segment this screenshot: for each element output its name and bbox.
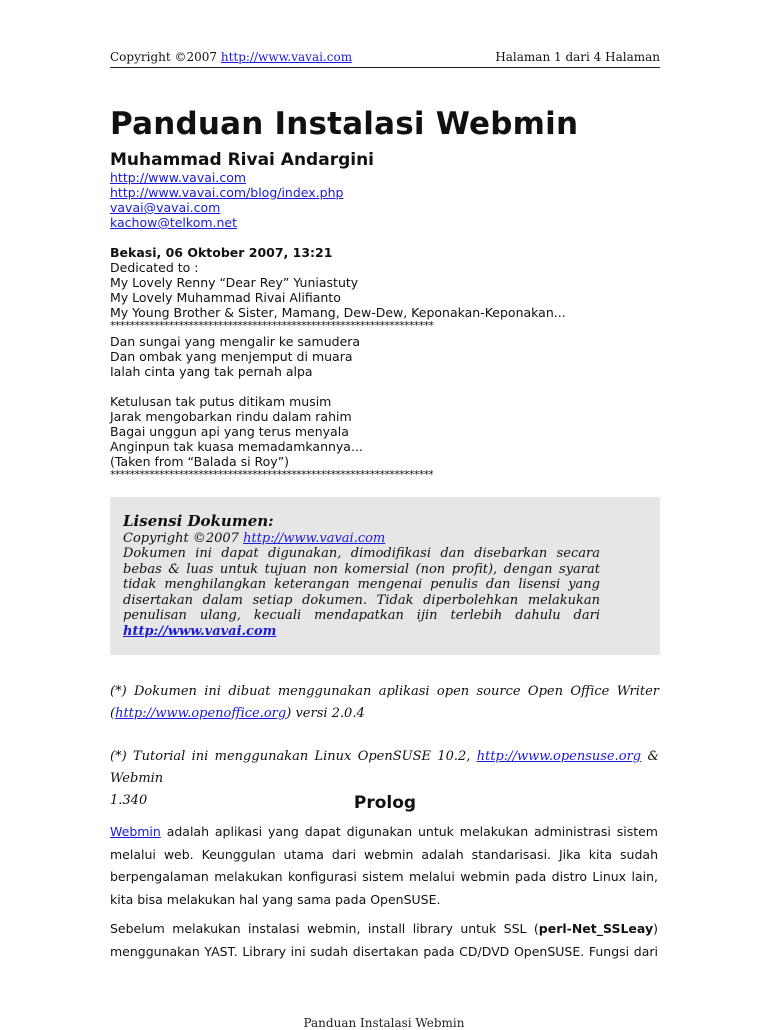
poem-spacer xyxy=(110,379,433,394)
note2-before: (*) Tutorial ini menggunakan Linux OpenSUSE 10.2, xyxy=(110,749,471,764)
license-copyright-text: Copyright ©2007 xyxy=(123,530,239,546)
dedication-line: My Young Brother & Sister, Mamang, Dew-Dew, Keponakan-Keponakan... xyxy=(110,305,566,320)
poem-line: Ialah cinta yang tak pernah alpa xyxy=(110,364,313,379)
license-line: bebas & luas untuk tujuan non komersial (non profit), dengan syarat xyxy=(123,561,600,577)
license-heading: Lisensi Dokumen: xyxy=(123,512,274,530)
poem xyxy=(110,334,433,484)
note1-line1: (*) Dokumen ini dibuat menggunakan aplikasi open source Open Office Writer xyxy=(110,684,659,699)
note2-after: & Webmin xyxy=(110,749,660,786)
separator-stars: ****************************************************************** xyxy=(110,469,434,481)
prolog-heading: Prolog xyxy=(353,793,417,813)
license-line: disertakan dalam setiap dokumen. Tidak diperbolehkan melakukan xyxy=(123,592,600,608)
prolog-p1-line: kita bisa melakukan hal yang sama pada OpenSUSE. xyxy=(110,891,441,907)
document-title: Panduan Instalasi Webmin xyxy=(110,106,579,142)
license-line: tidak menghilangkan keterangan mengenai penulis dan lisensi yang xyxy=(123,577,600,592)
link-email-kachow[interactable]: kachow@telkom.net xyxy=(110,215,238,230)
license-box xyxy=(110,497,660,655)
prolog-p1-line xyxy=(110,821,658,844)
note2-line1 xyxy=(110,746,659,790)
prolog-paragraph-1 xyxy=(110,821,658,911)
note2-version: 1.340 xyxy=(110,793,148,808)
dedication-block xyxy=(110,245,566,335)
link-openoffice[interactable]: http://www.openoffice.org xyxy=(115,706,287,721)
prolog-p2-line: menggunakan YAST. Library ini sudah disertakan pada CD/DVD OpenSUSE. Fungsi dari xyxy=(110,943,658,959)
author-name: Muhammad Rivai Andargini xyxy=(110,150,375,170)
header-page-info: Halaman 1 dari 4 Halaman xyxy=(495,50,660,64)
link-email-vavai[interactable]: vavai@vavai.com xyxy=(110,200,221,215)
note-openoffice: (*) Dokumen ini dibuat menggunakan aplikasi open source Open Office Writer (http://www.openoffice.org) versi 2.0.4 xyxy=(110,681,659,725)
license-line: Dokumen ini dapat digunakan, dimodifikasi dan disebarkan secara xyxy=(123,546,600,561)
header-copyright xyxy=(110,50,352,64)
header-copyright-text: Copyright ©2007 xyxy=(110,50,218,64)
license-line: penulisan ulang, kecuali mendapatkan ijin terlebih dahulu dari xyxy=(123,608,600,623)
poem-line: Ketulusan tak putus ditikam musim xyxy=(110,394,332,409)
link-vavai-home[interactable]: http://www.vavai.com xyxy=(110,170,247,185)
license-copyright xyxy=(123,531,600,547)
poem-line: (Taken from “Balada si Roy”) xyxy=(110,454,290,469)
poem-line: Bagai unggun api yang terus menyala xyxy=(110,424,349,439)
prolog-p1-text: adalah aplikasi yang dapat digunakan untuk melakukan administrasi sistem xyxy=(166,824,658,839)
poem-line: Jarak mengobarkan rindu dalam rahim xyxy=(110,409,352,424)
prolog-p1-line: berpengalaman melakukan konfigurasi sistem melalui webmin pada distro Linux lain, xyxy=(110,869,658,884)
header-site-link[interactable]: http://www.vavai.com xyxy=(220,50,353,64)
link-opensuse[interactable]: http://www.opensuse.org xyxy=(476,749,642,764)
page-header xyxy=(110,49,660,68)
license-copyright-link[interactable]: http://www.vavai.com xyxy=(243,530,386,546)
dedication-intro: Dedicated to : xyxy=(110,260,199,275)
prolog-p2-library: perl-Net_SSLeay xyxy=(538,921,654,936)
prolog-paragraph-2 xyxy=(110,918,658,963)
dedication-line: My Lovely Muhammad Rivai Alifianto xyxy=(110,290,341,305)
place-date: Bekasi, 06 Oktober 2007, 13:21 xyxy=(110,245,333,260)
prolog-p2-before: Sebelum melakukan instalasi webmin, install library untuk SSL ( xyxy=(110,921,539,936)
link-vavai-blog[interactable]: http://www.vavai.com/blog/index.php xyxy=(110,185,344,200)
poem-line: Dan ombak yang menjemput di muara xyxy=(110,349,353,364)
prolog-p2-after: ) xyxy=(653,921,658,936)
link-webmin[interactable]: Webmin xyxy=(110,824,161,839)
dedication-line: My Lovely Renny “Dear Rey” Yuniastuty xyxy=(110,275,359,290)
note1-version: versi 2.0.4 xyxy=(295,706,365,721)
separator-stars: ****************************************************************** xyxy=(110,320,434,332)
contact-links xyxy=(110,170,343,230)
prolog-p2-line xyxy=(110,918,658,941)
license-final-link[interactable]: http://www.vavai.com xyxy=(123,623,277,639)
poem-line: Anginpun tak kuasa memadamkannya... xyxy=(110,439,363,454)
page-footer: Panduan Instalasi Webmin xyxy=(303,1016,465,1030)
poem-line: Dan sungai yang mengalir ke samudera xyxy=(110,334,361,349)
prolog-p1-line: melalui web. Keunggulan utama dari webmin adalah standarisasi. Jika kita sudah xyxy=(110,846,658,862)
